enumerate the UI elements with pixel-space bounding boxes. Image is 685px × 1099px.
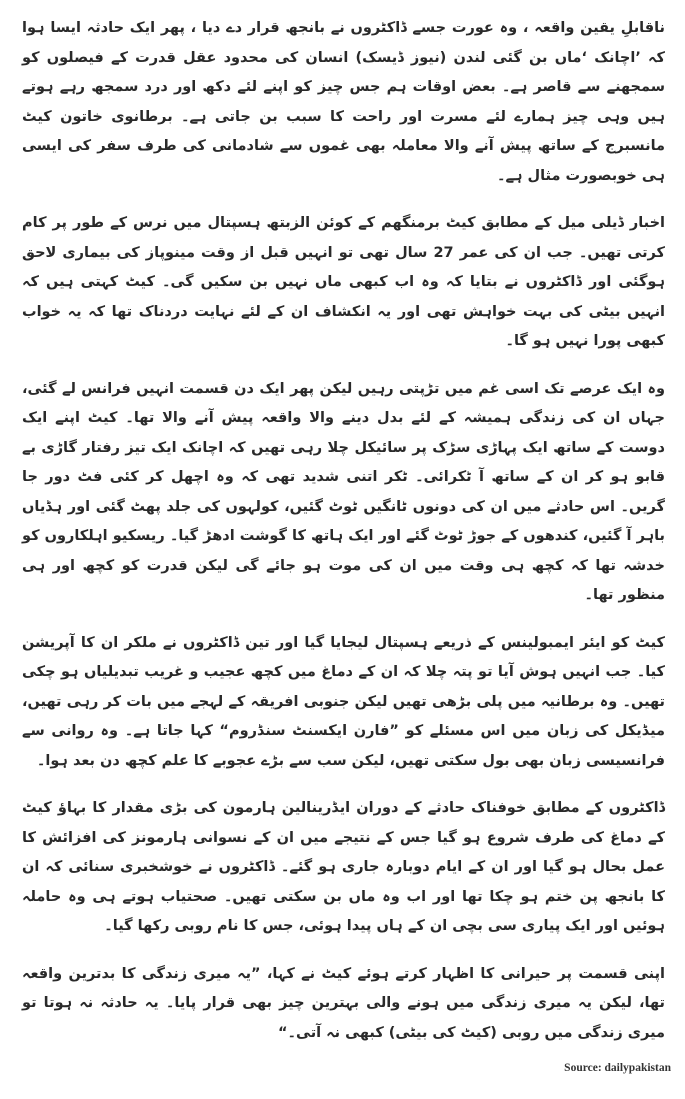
article-body	[22, 14, 665, 1066]
article-paragraph: ناقابلِ یقین واقعہ ، وہ عورت جسے ڈاکٹروں نے بانجھ قرار دے دیا ، پھر ایک حادثہ ایسا ہوا کہ ’اچانک ‘ماں بن گئی لندن (نیوز ڈیسک) انسان کی محدود عقل قدرت کے فیصلوں کو سمجھنے سے قاصر ہے۔ بعض اوقات ہم جس چیز کو اپنے لئے دکھ اور درد سمجھ رہے ہوتے ہیں وہی چیز ہمارے لئے مسرت اور راحت کا سبب بن جاتی ہے۔ برطانوی خاتون کیٹ مانسبرج کے ساتھ پیش آنے والا معاملہ بھی غموں سے شادمانی کی طرف سفر کی ایسی ہی خوبصورت مثال ہے۔	[22, 20, 665, 184]
article-paragraph: ڈاکٹروں کے مطابق خوفناک حادثے کے دوران ایڈرینالین ہارمون کی بڑی مقدار کا بہاؤ کیٹ کے دماغ کی طرف شروع ہو گیا جس کے نتیجے میں ان کے نسوانی ہارمونز کی افزائش کا عمل بحال ہو گیا اور ان کے ایام دوبارہ جاری ہو گئے۔ ڈاکٹروں نے خوشخبری سنائی کہ ان کا بانجھ پن ختم ہو چکا تھا اور اب وہ ماں بن سکتی تھیں۔ صحتیاب ہوتے ہی وہ حاملہ ہوئیں اور ایک پیاری سی بچی ان کے ہاں پیدا ہوئی، جس کا نام روبی رکھا گیا۔	[22, 800, 665, 934]
article-paragraph: کیٹ کو ایئر ایمبولینس کے ذریعے ہسپتال لیجایا گیا اور تین ڈاکٹروں نے ملکر ان کا آپریشن کیا۔ جب انہیں ہوش آیا تو پتہ چلا کہ ان کے دماغ میں کچھ عجیب و غریب تبدیلیاں ہو چکی تھیں۔ وہ برطانیہ میں پلی بڑھی تھیں لیکن جنوبی افریقہ کے لہجے میں بات کر رہی تھیں، میڈیکل کی زبان میں اس مسئلے کو ”فارن ایکسنٹ سنڈروم“ کہا جاتا ہے۔ وہ روانی سے فرانسیسی زبان بھی بول سکتی تھیں، لیکن سب سے بڑے عجوبے کا علم کچھ دن بعد ہوا۔	[22, 634, 665, 769]
article-paragraph: اپنی قسمت پر حیرانی کا اظہار کرتے ہوئے کیٹ نے کہا، ”یہ میری زندگی کا بدترین واقعہ تھا، لیکن یہ میری زندگی میں ہونے والی بہترین چیز بھی قرار پایا۔ یہ حادثہ نہ ہوتا تو میری زندگی میں روبی (کیٹ کی بیٹی) کبھی نہ آتی۔“	[22, 965, 665, 1041]
source-credit: Source: dailypakistan	[564, 1062, 671, 1074]
article-paragraph: اخبار ڈیلی میل کے مطابق کیٹ برمنگھم کے کوئن الزبتھ ہسپتال میں نرس کے طور پر کام کرتی تھیں۔ جب ان کی عمر 27 سال تھی تو انہیں قبل از وقت مینوپاز کی بیماری لاحق ہوگئی اور ڈاکٹروں نے بتایا کہ وہ اب کبھی ماں نہیں بن سکیں گی۔ کیٹ کہتی ہیں کہ انہیں بیٹی کی بہت خواہش تھی اور یہ انکشاف ان کے لئے نہایت دردناک تھا کہ یہ خواب کبھی پورا نہیں ہو گا۔	[22, 215, 665, 349]
article-paragraph: وہ ایک عرصے تک اسی غم میں تڑپتی رہیں لیکن پھر ایک دن قسمت انہیں فرانس لے گئی، جہاں ان کی زندگی ہمیشہ کے لئے بدل دینے والا واقعہ پیش آنے والا تھا۔ کیٹ اپنے ایک دوست کے ساتھ ایک پہاڑی سڑک پر سائیکل چلا رہی تھیں کہ اچانک ایک تیز رفتار گاڑی بے قابو ہو کر ان کے ساتھ آ ٹکرائی۔ ٹکر اتنی شدید تھی کہ وہ اچھل کر کئی فٹ دور جا گریں۔ اس حادثے میں ان کی دونوں ٹانگیں ٹوٹ گئیں، کولہوں کی جلد پھٹ گئی اور ہڈیاں باہر آ گئیں، کندھوں کے جوڑ ٹوٹ گئے اور ایک ہاتھ کا گوشت ادھڑ گیا۔ ریسکیو اہلکاروں کو خدشہ تھا کہ کچھ ہی وقت میں ان کی موت ہو جائے گی لیکن قدرت کو کچھ اور ہی منظور تھا۔	[22, 380, 665, 603]
